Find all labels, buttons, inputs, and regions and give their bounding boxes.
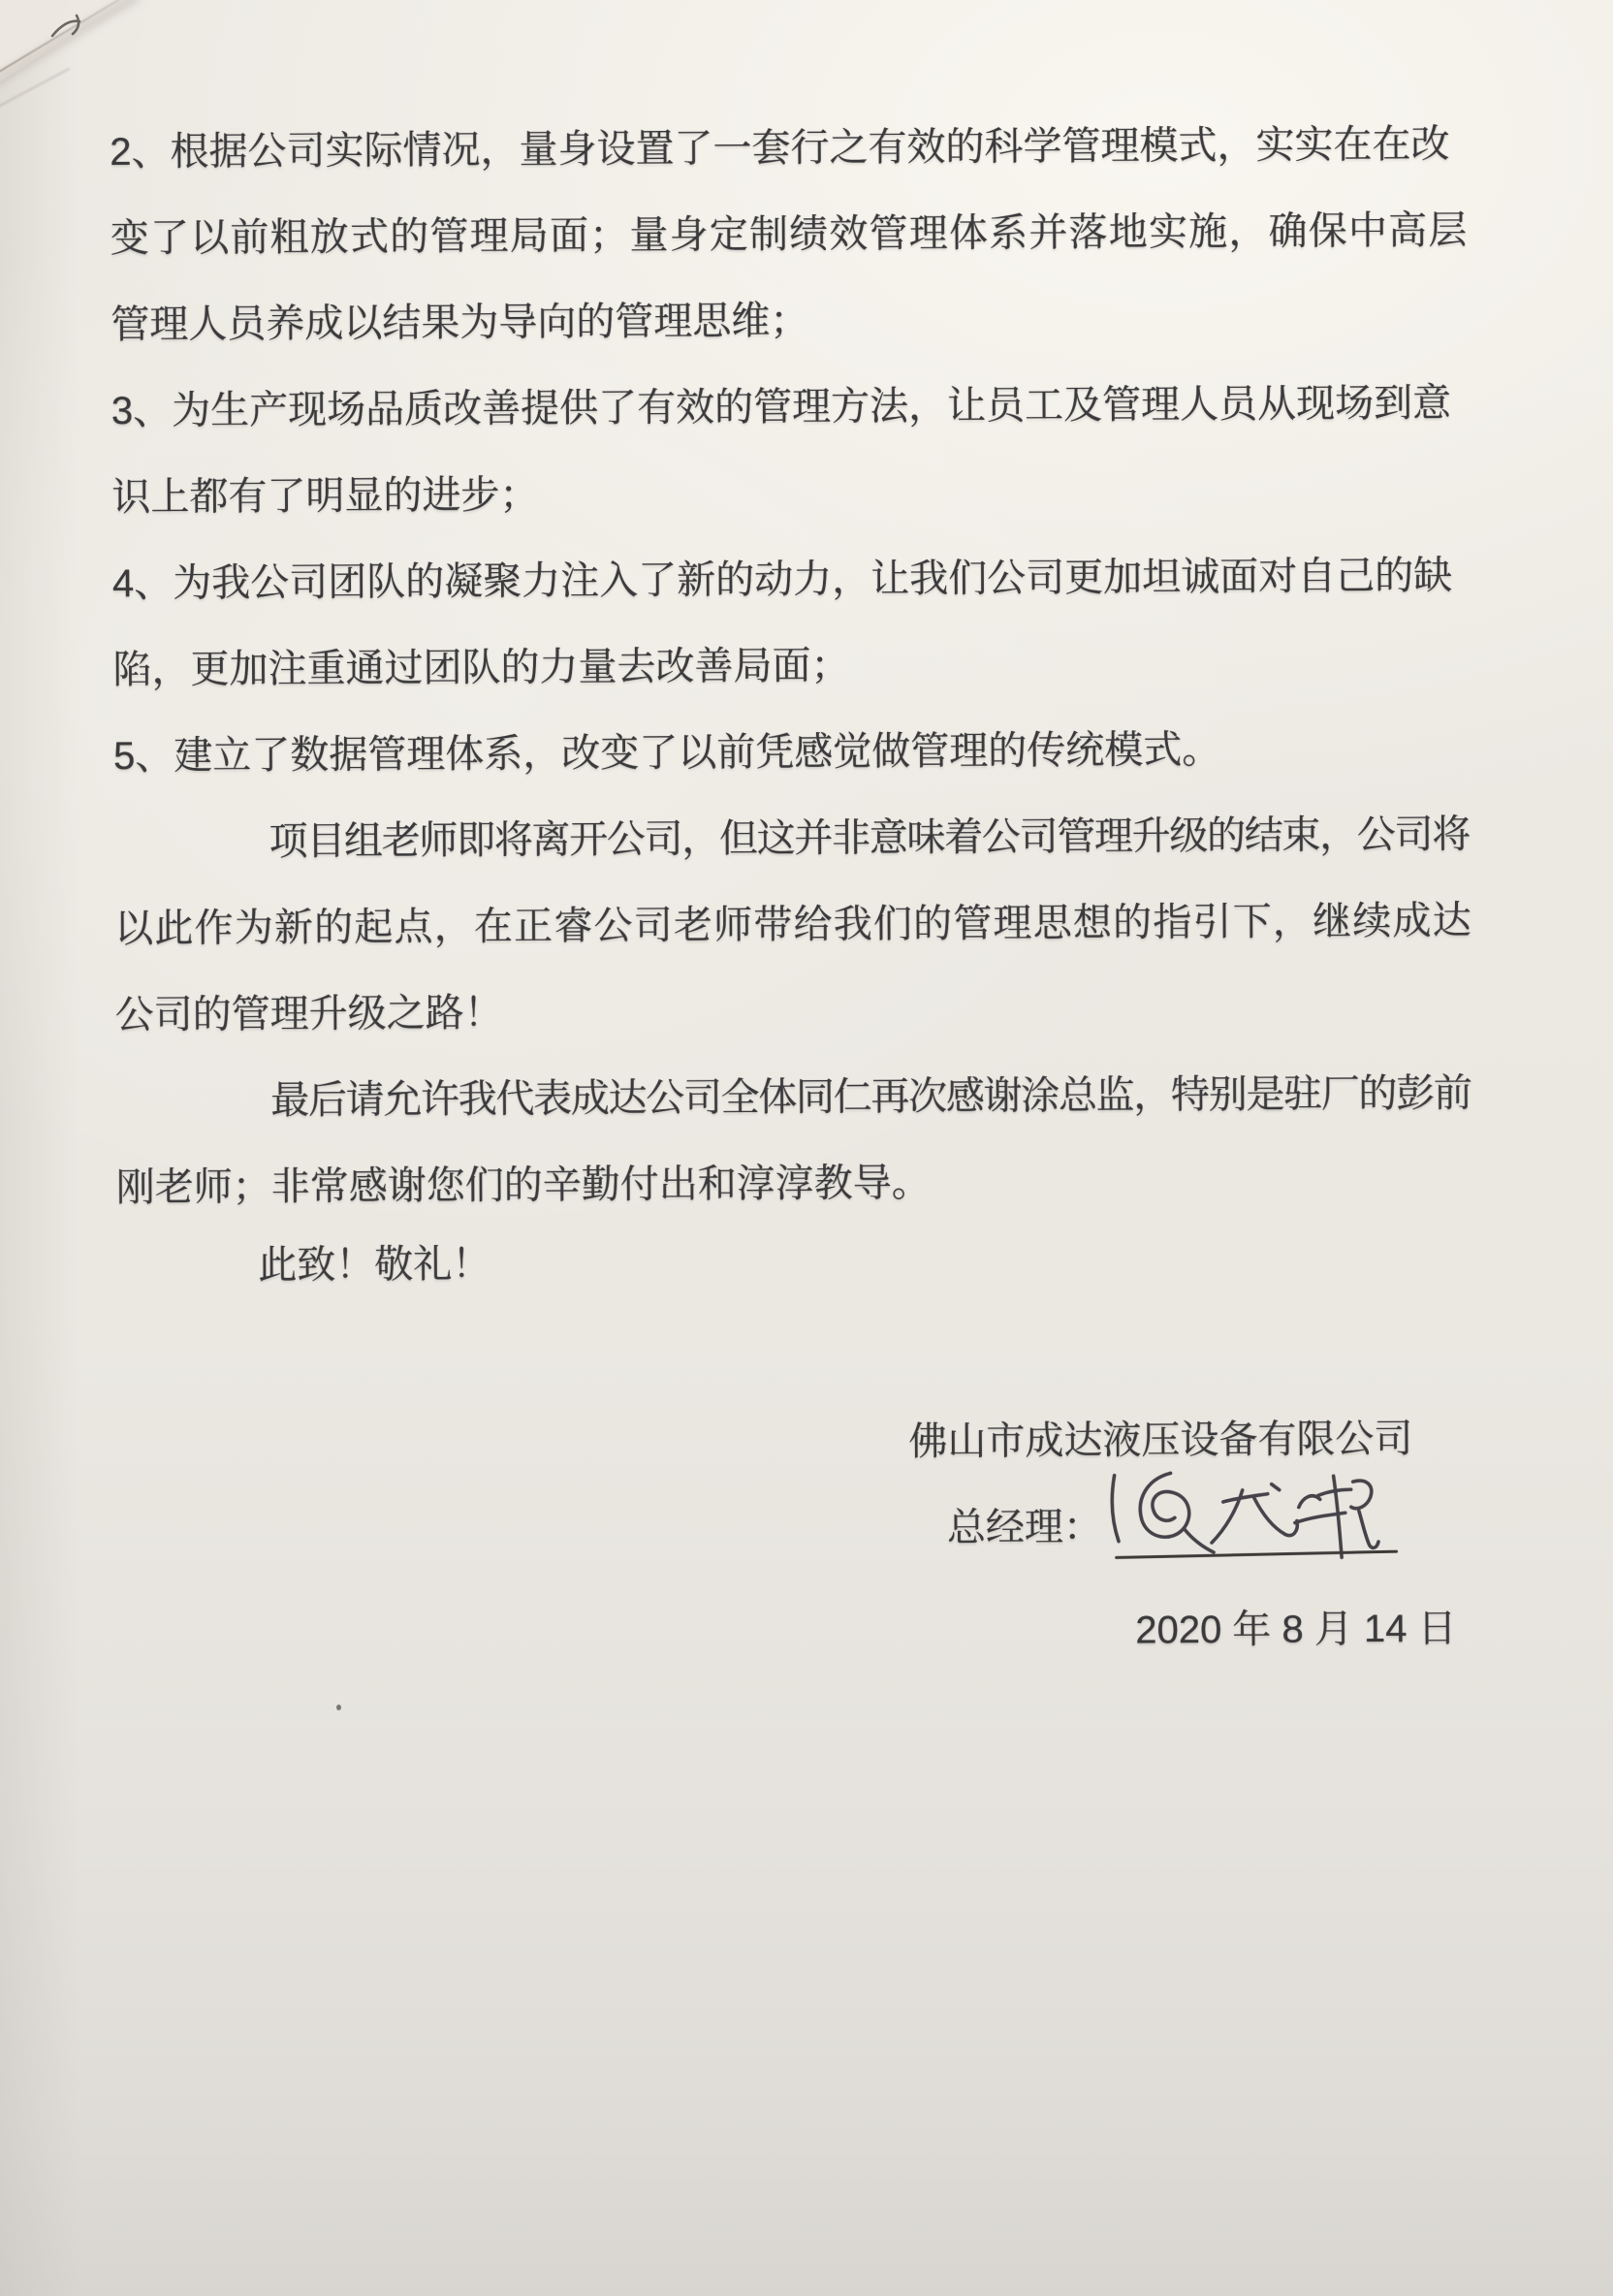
letter-line: 4、为我公司团队的凝聚力注入了新的动力，让我们公司更加坦诚面对自己的缺 (111, 554, 1453, 605)
letter-line: 刚老师；非常感谢您们的辛勤付出和淳淳教导。 (115, 1161, 931, 1209)
letter-line: 5、建立了数据管理体系，改变了以前凭感觉做管理的传统模式。 (112, 728, 1221, 778)
letter-line: 最后请允许我代表成达公司全体同仁再次感谢涂总监，特别是驻厂的彭前 (270, 1071, 1471, 1123)
company-name: 佛山市成达液压设备有限公司 (908, 1417, 1413, 1463)
letter-line: 管理人员养成以结果为导向的管理思维； (111, 299, 809, 346)
crease-line-secondary (0, 68, 70, 109)
closing-salute: 此致！敬礼！ (258, 1242, 491, 1288)
letter-line: 3、为生产现场品质改善提供了有效的管理方法，让员工及管理人员从现场到意 (111, 381, 1452, 432)
blank-line (117, 1309, 1475, 1404)
pen-mark-icon (50, 14, 85, 41)
manager-title-label: 总经理： (946, 1505, 1103, 1549)
letter-line: 以此作为新的起点，在正睿公司老师带给我们的管理思想的指引下，继续成达 (114, 899, 1473, 950)
letter-line: 2、根据公司实际情况，量身设置了一套行之有效的科学管理模式，实实在在改 (110, 122, 1450, 174)
crease-line (0, 0, 121, 76)
letter-line: 变了以前粗放式的管理局面；量身定制绩效管理体系并落地实施，确保中高层 (110, 208, 1469, 260)
letter-line: 陷，更加注重通过团队的力量去改善局面； (112, 644, 850, 691)
letter-line: 识上都有了明显的进步； (111, 473, 539, 519)
letter-line: 公司的管理升级之路！ (114, 991, 503, 1036)
paper-speck (336, 1705, 341, 1710)
handwritten-signature (1109, 1468, 1385, 1575)
letter-date: 2020 年 8 月 14 日 (1135, 1607, 1457, 1652)
letter-content (110, 101, 1476, 1663)
fold-triangle (0, 0, 145, 97)
letter-line: 项目组老师即将离开公司，但这并非意味着公司管理升级的结束，公司将 (269, 813, 1471, 864)
signature-row (118, 1482, 1476, 1577)
crease-shadow (0, 0, 141, 90)
